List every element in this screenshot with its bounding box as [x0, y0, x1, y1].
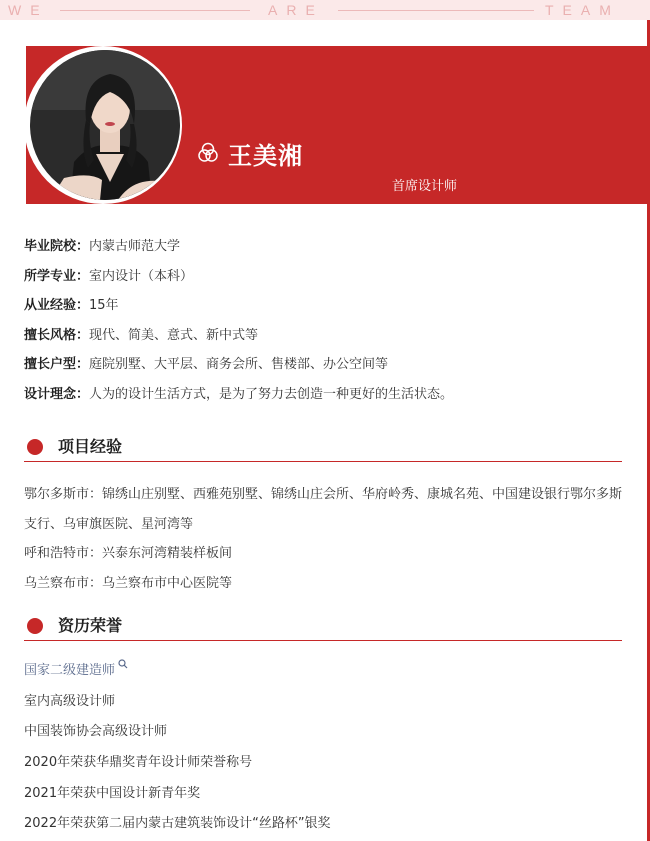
designer-name: 王美湘: [228, 141, 303, 170]
profile-label: 擅长户型：: [24, 357, 90, 372]
section-title: 资历荣誉: [58, 616, 123, 635]
honor-search-link[interactable]: 国家二级建造师: [24, 663, 116, 678]
profile-row-philosophy: [24, 380, 624, 410]
honors-list: [24, 656, 624, 840]
profile-row-major: [24, 262, 624, 292]
avatar: [30, 50, 180, 200]
banner-word-we: WE: [8, 2, 49, 18]
search-icon[interactable]: [118, 659, 128, 669]
profile-label: 毕业院校：: [24, 239, 90, 254]
profile-value: 15年: [89, 298, 119, 313]
name-row: [196, 136, 303, 170]
banner-divider: [60, 10, 250, 11]
honor-item: 2020年荣获华鼎奖青年设计师荣誉称号: [24, 755, 253, 771]
honor-item: 中国装饰协会高级设计师: [24, 724, 168, 740]
profile-value: 现代、简美、意式、新中式等: [89, 327, 259, 343]
section-bullet-icon: [27, 618, 43, 634]
banner-divider: [338, 10, 534, 11]
profile-info: [24, 232, 624, 409]
experience-item: 呼和浩特市：兴泰东河湾精装样板间: [24, 546, 233, 561]
profile-label: 擅长风格：: [24, 327, 90, 343]
section-bullet-icon: [27, 439, 43, 455]
experience-list: [24, 480, 624, 598]
experience-item: 乌兰察布市：乌兰察布市中心医院等: [24, 575, 233, 591]
banner-word-are: ARE: [268, 2, 324, 18]
profile-value: 内蒙古师范大学: [89, 239, 181, 254]
triple-circle-logo-icon: [196, 141, 220, 165]
honor-item: 2022年荣获第二届内蒙古建筑装饰设计“丝路杯”银奖: [24, 816, 331, 832]
profile-value: 庭院别墅、大平层、商务会所、售楼部、办公空间等: [89, 357, 389, 372]
section-header-experience: [24, 432, 622, 462]
profile-row-house-type: [24, 350, 624, 380]
profile-row-style: [24, 321, 624, 351]
honor-item: 室内高级设计师: [24, 693, 116, 709]
profile-label: 从业经验：: [24, 298, 90, 313]
honor-item[interactable]: [24, 656, 624, 687]
section-header-honors: [24, 611, 622, 641]
experience-item: 鄂尔多斯市：锦绣山庄别墅、西雅苑别墅、锦绣山庄会所、华府岭秀、康城名苑、中国建设银行鄂尔多斯支行、乌审旗医院、星河湾等: [24, 487, 623, 532]
banner-word-team: TEAM: [545, 2, 620, 18]
section-title: 项目经验: [58, 437, 123, 456]
profile-label: 设计理念：: [24, 386, 90, 402]
profile-row-experience: [24, 291, 624, 321]
profile-row-school: [24, 232, 624, 262]
honor-item: 2021年荣获中国设计新青年奖: [24, 785, 201, 801]
profile-value: 人为的设计生活方式，是为了努力去创造一种更好的生活状态。: [89, 386, 454, 402]
top-banner: [0, 0, 650, 20]
portrait-image: [30, 50, 180, 200]
profile-label: 所学专业：: [24, 268, 90, 284]
profile-value: 室内设计（本科）: [89, 268, 194, 284]
designer-role: 首席设计师: [392, 179, 458, 194]
